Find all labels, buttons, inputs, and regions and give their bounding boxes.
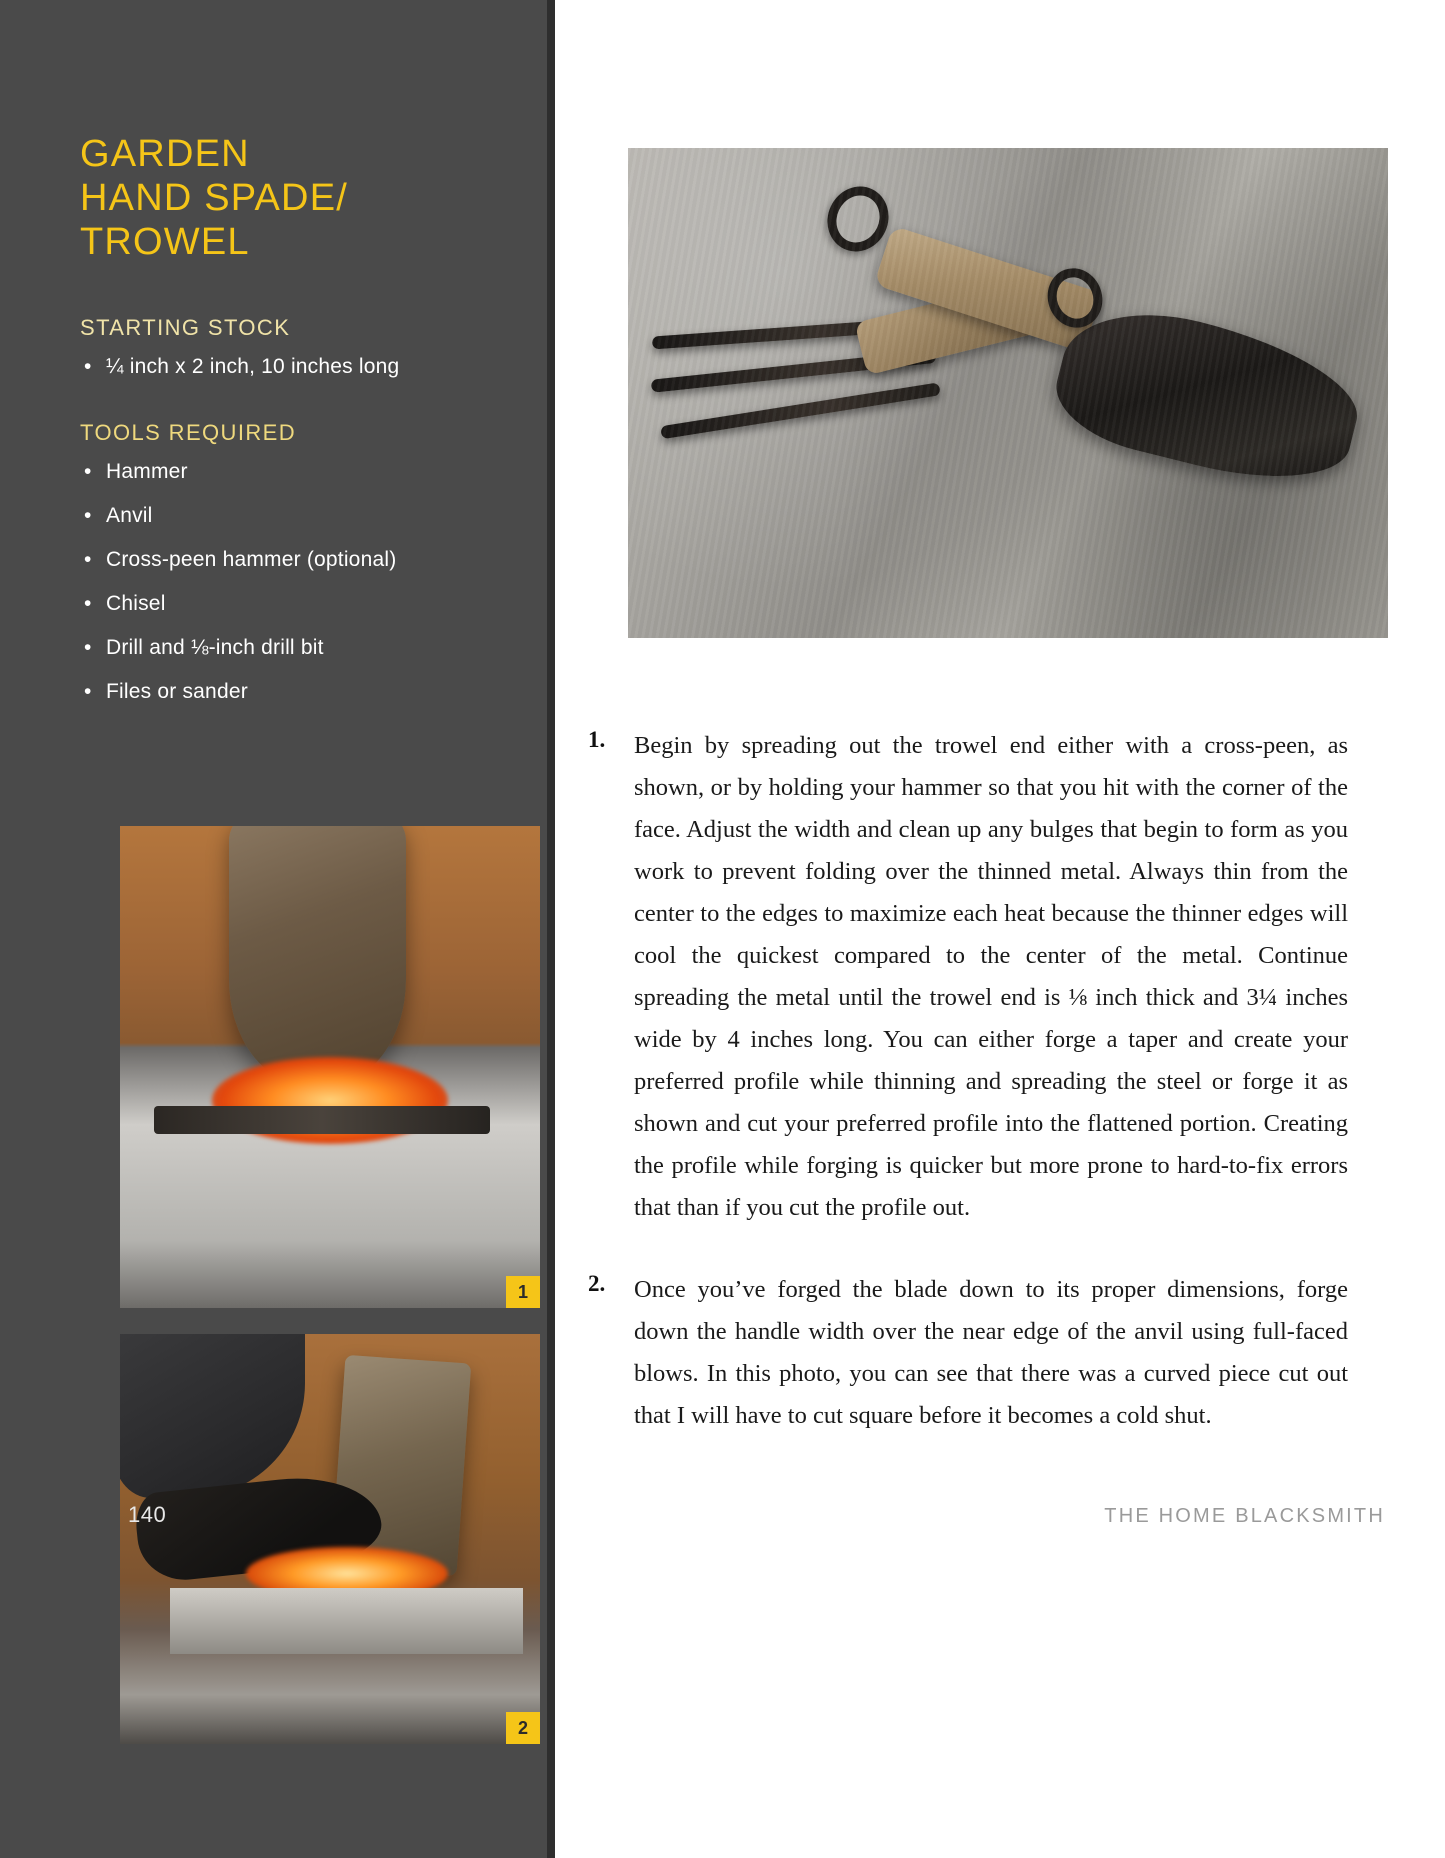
hand-shape [120,1334,305,1498]
hero-photo [628,148,1388,638]
tools-required-heading: TOOLS REQUIRED [80,420,297,445]
sidebar [0,0,555,1858]
tools-required-list [80,450,520,714]
running-footer: THE HOME BLACKSMITH [1104,1505,1385,1527]
anvil-face-shape [170,1588,523,1654]
sidebar-edge-divider [547,0,555,1858]
tine-shape [651,350,937,393]
forging-illustration [120,826,540,1308]
step-item [588,725,1348,1229]
step-number: 2. [588,1271,606,1296]
step-text: Begin by spreading out the trowel end either with a cross-peen, as shown, or by holding your hammer so that you hit with the corner of the face. Adjust the width and clean up any bulges that begin to form as you work to prevent folding over the thinned metal. Always thin from the center to the edges to maximize each heat because the thinner edges will cool the quickest compared to the center of the metal. Continue spreading the metal until the trowel end is ⅛ inch thick and 3¼ inches wide by 4 inches long. You can either forge a taper and create your preferred profile while thinning and spreading the steel or forge it as shown and cut your preferred profile into the flattened portion. Creating the profile while forging is quicker but more prone to hard-to-fix errors that than if you cut the profile out. [634,732,1348,1221]
title-line-2: HAND SPADE/ [80,177,348,219]
cross-peen-hammer-shape [229,826,405,1086]
photo-badge-2: 2 [506,1712,540,1744]
instruction-steps [588,725,1348,1477]
list-item: • Drill and ⅛-inch drill bit [80,626,520,670]
hanging-hook-icon [817,176,899,261]
cultivator-handle-shape [854,275,1061,376]
step-number: 1. [588,727,606,752]
step-2-photo [120,1334,540,1744]
title-line-1: GARDEN [80,133,250,175]
trowel-blade-shape [1046,292,1371,500]
title-line-3: TROWEL [80,221,250,263]
starting-stock-heading: STARTING STOCK [80,315,291,340]
photo-badge-1: 1 [506,1276,540,1308]
step-item [588,1269,1348,1437]
list-item: • Anvil [80,494,520,538]
main-content [555,0,1445,1858]
list-item: • ¼ inch x 2 inch, 10 inches long [80,345,520,389]
list-item: • Files or sander [80,670,520,714]
steel-stock-shape [154,1106,490,1135]
cultivator-tines-shape [642,306,944,460]
starting-stock-list [80,345,520,389]
finished-tools-illustration [628,148,1388,638]
page-number: 140 [128,1502,167,1527]
step-1-photo [120,826,540,1308]
forging-illustration-2 [120,1334,540,1744]
page-title [80,132,500,264]
list-item: • Cross-peen hammer (optional) [80,538,520,582]
tine-shape [660,382,941,439]
step-text: Once you’ve forged the blade down to its proper dimensions, forge down the handle width over the near edge of the anvil using full-faced blows. In this photo, you can see that there was a curved piece cut out that I will have to cut square before it becomes a cold shut. [634,1276,1348,1429]
hanging-hook-icon [1039,261,1110,336]
tine-shape [652,317,932,350]
list-item: • Chisel [80,582,520,626]
trowel-handle-shape [874,226,1102,353]
list-item: • Hammer [80,450,520,494]
